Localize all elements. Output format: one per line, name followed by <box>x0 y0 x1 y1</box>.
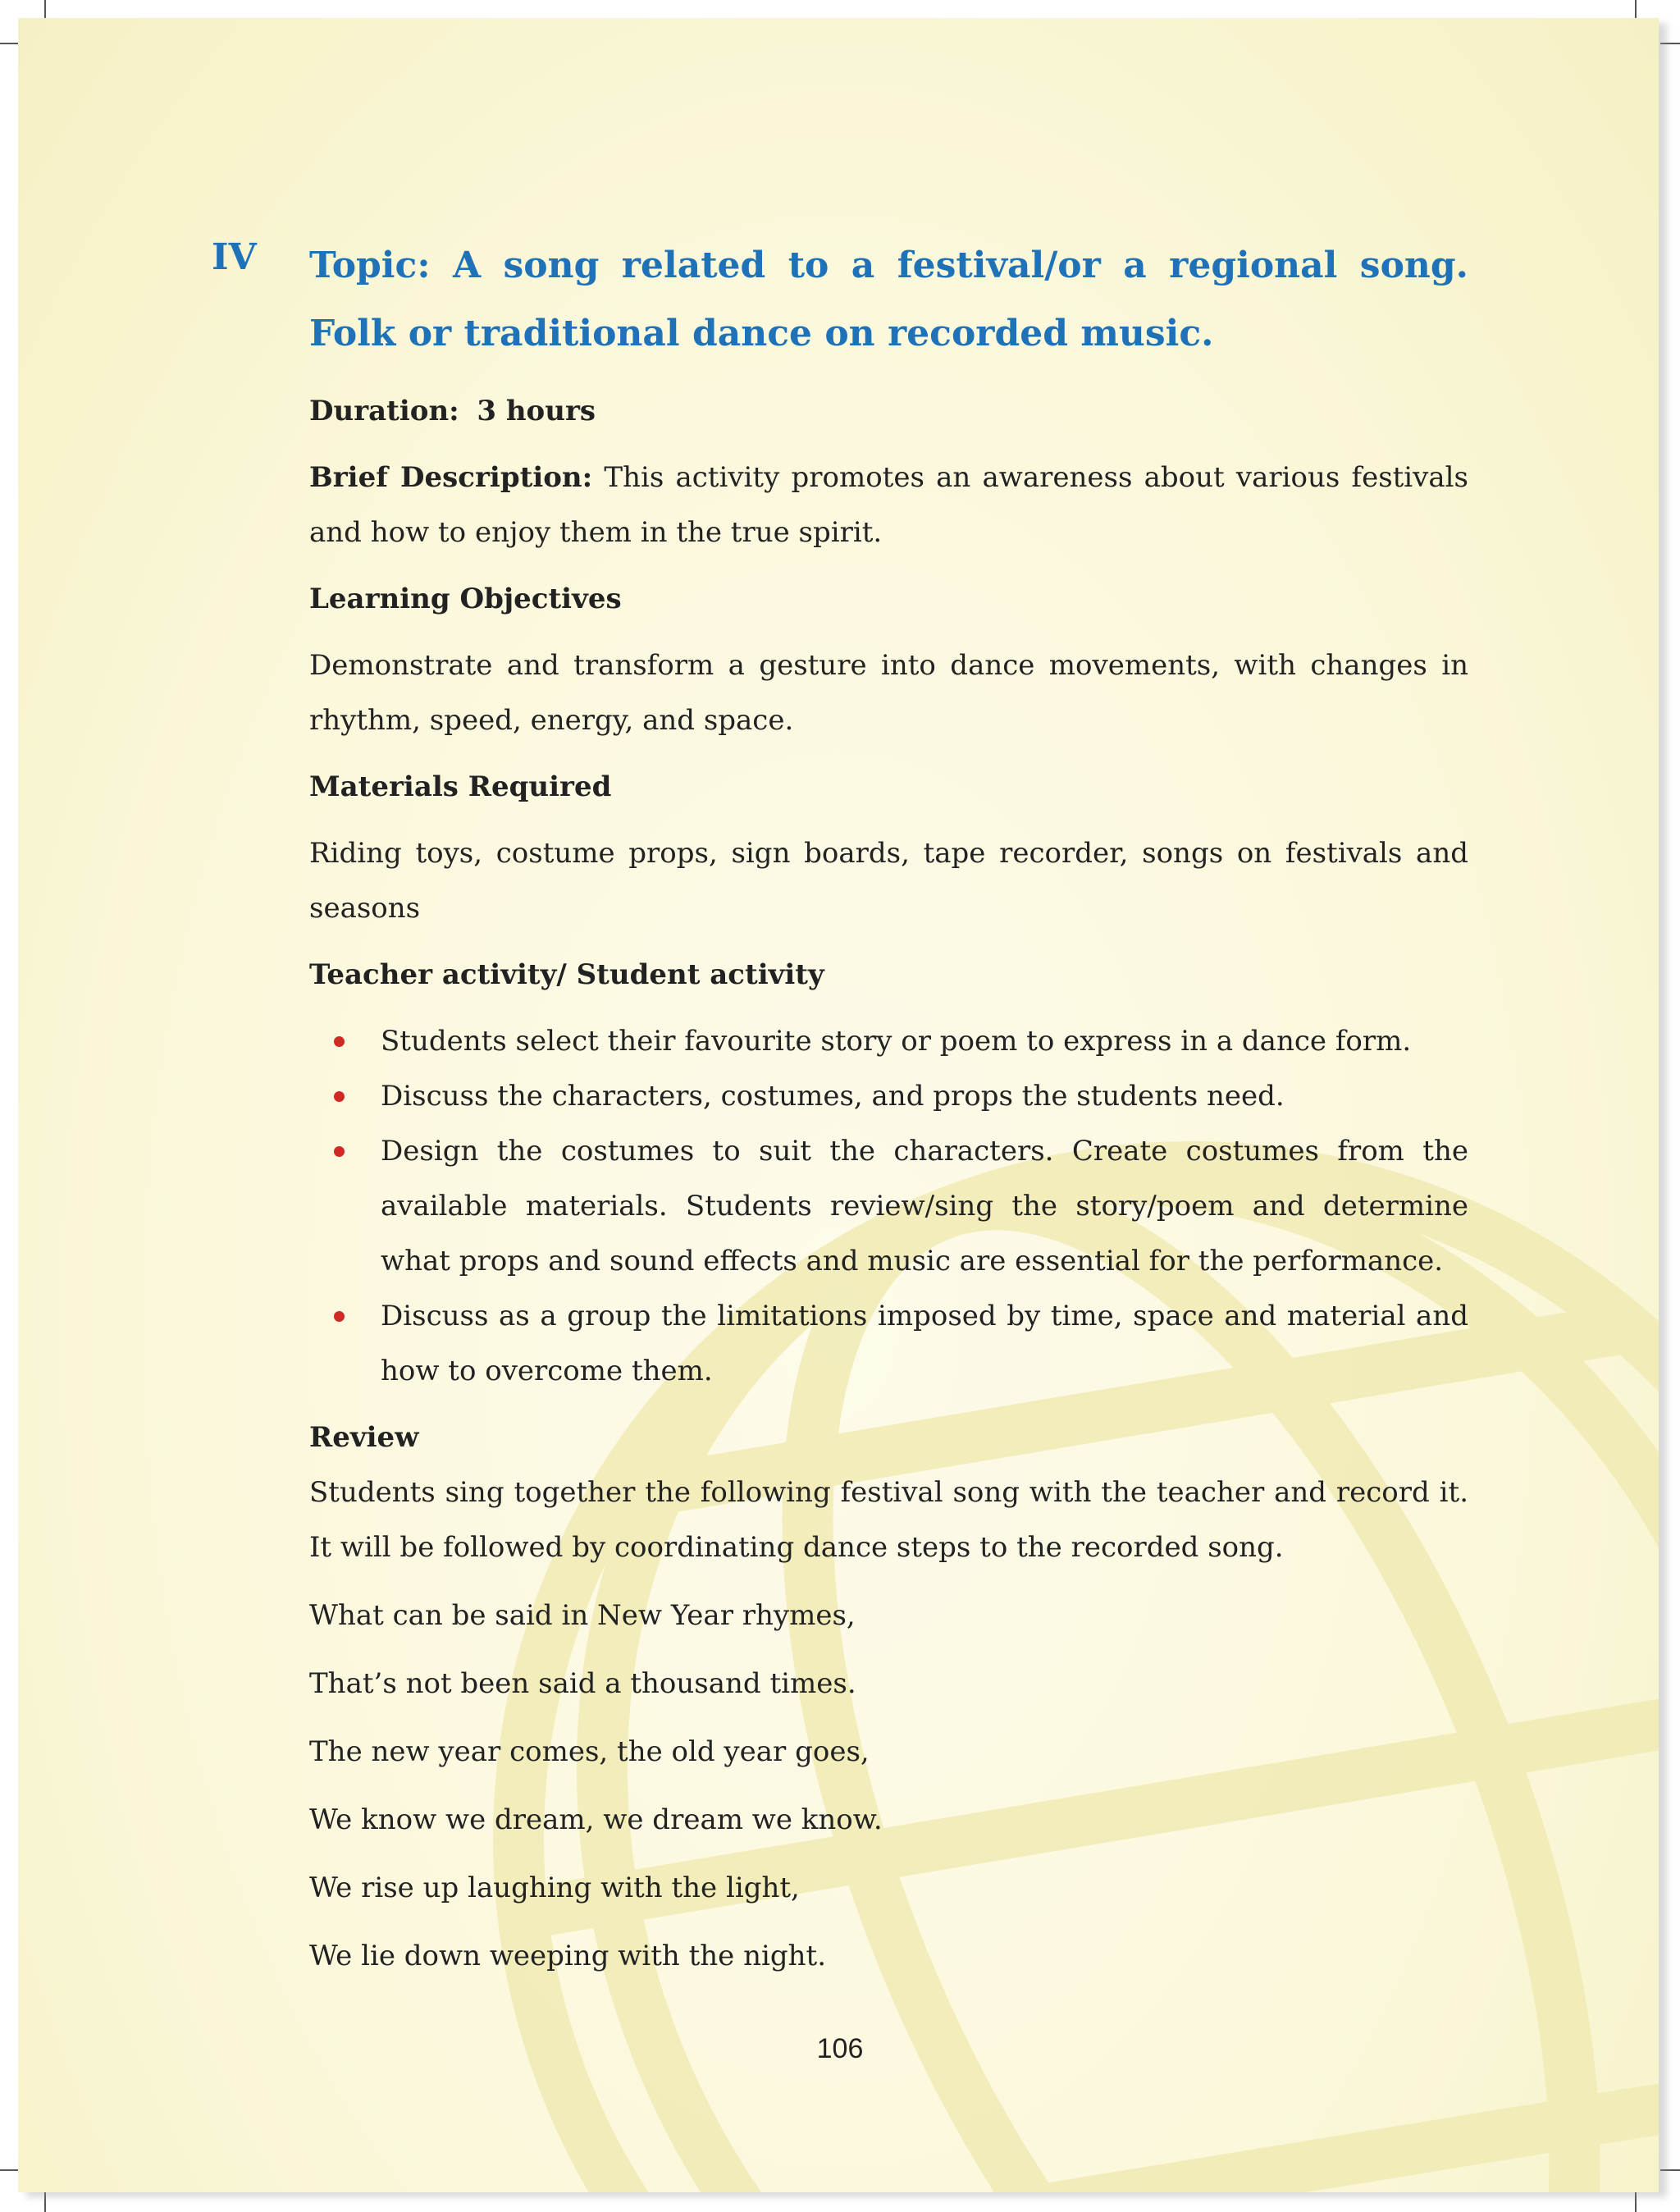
crop-mark <box>1660 43 1680 44</box>
crop-mark <box>1660 2169 1680 2171</box>
bullet-icon <box>334 1036 345 1047</box>
bullet-icon <box>334 1311 345 1322</box>
list-item <box>309 1124 1468 1289</box>
poem-line: We lie down weeping with the night. <box>309 1940 827 1972</box>
materials-text: Riding toys, costume props, sign boards, tape recorder, songs on festivals and seasons <box>309 837 1468 925</box>
list-item-text: Discuss the characters, costumes, and props the students need. <box>381 1080 1285 1113</box>
learning-objectives-heading: Learning Objectives <box>309 583 622 615</box>
list-item <box>309 1069 1468 1124</box>
poem-line: That’s not been said a thousand times. <box>309 1667 856 1700</box>
poem-line: The new year comes, the old year goes, <box>309 1735 870 1768</box>
section-topic: Topic: A song related to a festival/or a regional song. Folk or traditional dance on recorded music. <box>309 245 1468 354</box>
duration-value: 3 hours <box>477 395 596 427</box>
list-item-text: Students select their favourite story or poem to express in a dance form. <box>381 1025 1412 1058</box>
learning-objectives-text: Demonstrate and transform a gesture into dance movements, with changes in rhythm, speed, energy, and space. <box>309 649 1468 737</box>
page-number: 106 <box>816 2033 864 2064</box>
brief-description <box>309 450 1468 560</box>
brief-description-label: Brief Description: <box>309 461 593 494</box>
crop-mark <box>0 2169 18 2171</box>
activity-heading: Teacher activity/ Student activity <box>309 958 824 991</box>
review-text: Students sing together the following festival song with the teacher and record it. It will be followed by coordinating dance steps to the recorded song. <box>309 1476 1468 1564</box>
activity-list <box>309 1014 1468 1399</box>
bullet-icon <box>334 1091 345 1102</box>
main-content <box>309 231 1468 1984</box>
poem-line: We know we dream, we dream we know. <box>309 1803 883 1836</box>
review-heading: Review <box>309 1421 419 1454</box>
duration-label: Duration: <box>309 395 459 427</box>
list-item <box>309 1014 1468 1069</box>
brief-description-text: This activity promotes an awareness about various festivals and how to enjoy them in the true spirit. <box>309 461 1468 549</box>
list-item <box>309 1289 1468 1399</box>
poem-line: We rise up laughing with the light, <box>309 1872 800 1904</box>
crop-mark <box>0 43 18 44</box>
list-item-text: Design the costumes to suit the characters. Create costumes from the available materials. Students review/sing the story/poem and determine what props and sound effects and music are essential for the performance. <box>381 1135 1468 1277</box>
poem <box>309 1588 1468 1984</box>
poem-line: What can be said in New Year rhymes, <box>309 1599 856 1632</box>
materials-heading: Materials Required <box>309 770 612 803</box>
section-number: IV <box>212 236 257 278</box>
duration <box>309 384 1468 439</box>
list-item-text: Discuss as a group the limitations imposed by time, space and material and how to overcome them. <box>381 1300 1468 1387</box>
bullet-icon <box>334 1146 345 1157</box>
